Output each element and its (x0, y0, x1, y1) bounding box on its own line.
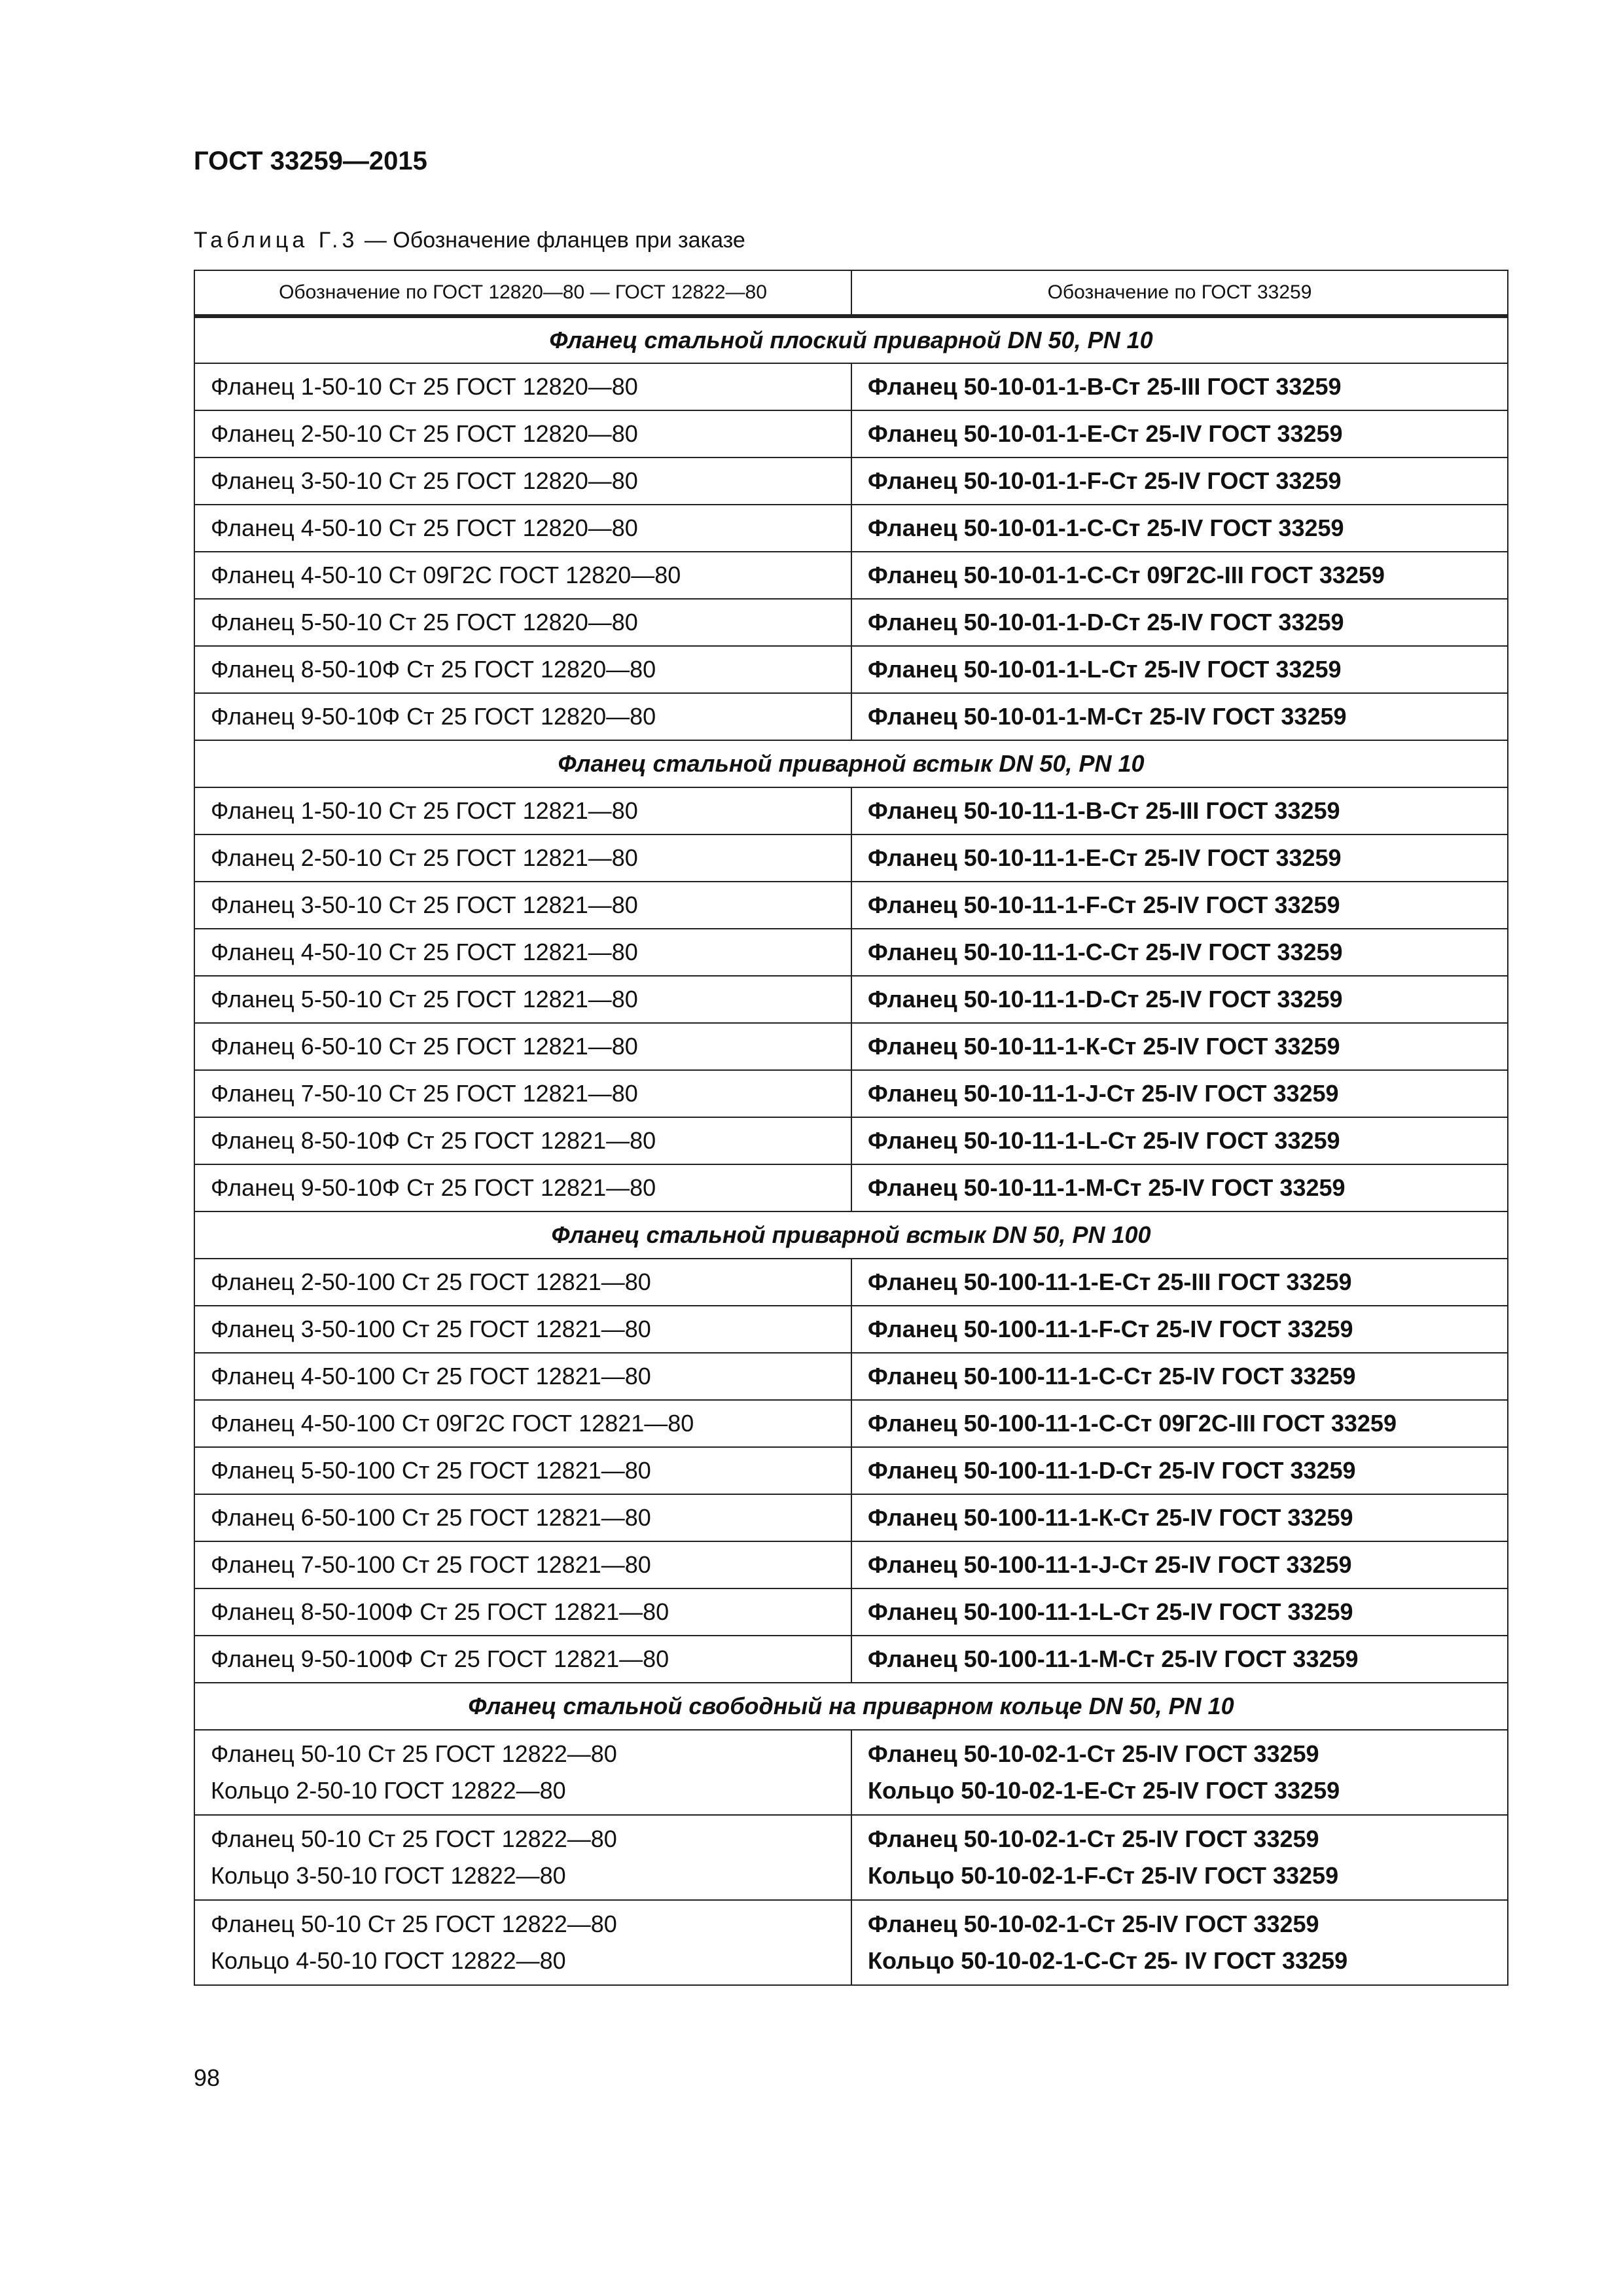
designation-line: Фланец 50-10-11-1-Е-Ст 25-IV ГОСТ 33259 (868, 844, 1342, 871)
section-title: Фланец стальной плоский приварной DN 50, PN 10 (194, 316, 1508, 363)
table-row (194, 363, 1508, 410)
old-designation-cell (194, 410, 851, 457)
table-caption (194, 228, 745, 253)
new-designation-cell (851, 599, 1508, 646)
designation-line: Фланец 50-10-01-1-F-Ст 25-IV ГОСТ 33259 (868, 467, 1342, 494)
designation-line: Фланец 9-50-100Ф Ст 25 ГОСТ 12821—80 (211, 1645, 669, 1672)
designation-line: Фланец 2-50-100 Ст 25 ГОСТ 12821—80 (211, 1268, 651, 1295)
section-title: Фланец стальной приварной встык DN 50, PN 10 (194, 740, 1508, 787)
designation-line: Кольцо 2-50-10 ГОСТ 12822—80 (211, 1777, 566, 1804)
old-designation-cell (194, 1306, 851, 1353)
designation-line: Фланец 8-50-10Ф Ст 25 ГОСТ 12821—80 (211, 1127, 656, 1154)
old-designation-cell (194, 1494, 851, 1541)
designation-line: Фланец 50-100-11-1-С-Ст 09Г2С-III ГОСТ 33259 (868, 1410, 1397, 1437)
designation-line: Фланец 50-10-01-1-L-Ст 25-IV ГОСТ 33259 (868, 656, 1342, 683)
table-row (194, 1259, 1508, 1306)
designation-line: Фланец 7-50-100 Ст 25 ГОСТ 12821—80 (211, 1551, 651, 1578)
designation-line: Фланец 50-10 Ст 25 ГОСТ 12822—80 (211, 1740, 617, 1767)
table-row (194, 646, 1508, 693)
old-designation-cell (194, 1636, 851, 1683)
column-header-old-standard: Обозначение по ГОСТ 12820—80 — ГОСТ 12822—80 (194, 270, 851, 316)
designation-line: Фланец 50-10-01-1-В-Ст 25-III ГОСТ 33259 (868, 373, 1342, 400)
table-row (194, 1494, 1508, 1541)
section-title: Фланец стальной приварной встык DN 50, PN 100 (194, 1211, 1508, 1259)
table-caption-text: — Обозначение фланцев при заказе (364, 228, 745, 253)
table-row (194, 834, 1508, 882)
new-designation-cell (851, 1447, 1508, 1494)
table-row (194, 976, 1508, 1023)
old-designation-cell (194, 505, 851, 552)
page-number: 98 (194, 2064, 221, 2091)
table-row (194, 1400, 1508, 1447)
table-row (194, 1164, 1508, 1211)
new-designation-cell (851, 929, 1508, 976)
new-designation-cell (851, 1815, 1508, 1900)
new-designation-cell (851, 1588, 1508, 1636)
old-designation-cell (194, 1070, 851, 1117)
old-designation-cell (194, 457, 851, 505)
new-designation-cell (851, 1259, 1508, 1306)
designation-line: Фланец 4-50-10 Ст 09Г2С ГОСТ 12820—80 (211, 562, 681, 588)
new-designation-cell (851, 646, 1508, 693)
designation-line: Фланец 50-10-01-1-С-Ст 09Г2С-III ГОСТ 33259 (868, 562, 1385, 588)
old-designation-cell (194, 882, 851, 929)
table-row (194, 410, 1508, 457)
designation-line: Фланец 50-10-11-1-К-Ст 25-IV ГОСТ 33259 (868, 1033, 1340, 1060)
new-designation-cell (851, 363, 1508, 410)
section-row (194, 1683, 1508, 1730)
old-designation-cell (194, 552, 851, 599)
old-designation-cell (194, 599, 851, 646)
old-designation-cell (194, 1588, 851, 1636)
designation-line: Фланец 50-10-11-1-L-Ст 25-IV ГОСТ 33259 (868, 1127, 1340, 1154)
table-row (194, 929, 1508, 976)
designation-line: Фланец 9-50-10Ф Ст 25 ГОСТ 12821—80 (211, 1174, 656, 1201)
table-row (194, 693, 1508, 740)
table-row (194, 505, 1508, 552)
designation-line: Фланец 50-10-01-1-D-Ст 25-IV ГОСТ 33259 (868, 609, 1344, 636)
designation-line: Фланец 8-50-10Ф Ст 25 ГОСТ 12820—80 (211, 656, 656, 683)
old-designation-cell (194, 693, 851, 740)
designation-line: Фланец 50-100-11-1-К-Ст 25-IV ГОСТ 33259 (868, 1504, 1353, 1531)
designation-line: Фланец 1-50-10 Ст 25 ГОСТ 12821—80 (211, 797, 638, 824)
old-designation-cell (194, 1447, 851, 1494)
designation-line: Фланец 2-50-10 Ст 25 ГОСТ 12820—80 (211, 420, 638, 447)
new-designation-cell (851, 1636, 1508, 1683)
designation-line: Фланец 4-50-10 Ст 25 ГОСТ 12821—80 (211, 939, 638, 965)
designation-line: Фланец 50-100-11-1-J-Ст 25-IV ГОСТ 33259 (868, 1551, 1352, 1578)
designation-line: Фланец 5-50-10 Ст 25 ГОСТ 12821—80 (211, 986, 638, 1013)
designation-line: Фланец 9-50-10Ф Ст 25 ГОСТ 12820—80 (211, 703, 656, 730)
designation-line: Фланец 4-50-100 Ст 25 ГОСТ 12821—80 (211, 1363, 651, 1390)
new-designation-cell (851, 1023, 1508, 1070)
designation-line: Фланец 3-50-100 Ст 25 ГОСТ 12821—80 (211, 1316, 651, 1342)
designation-line: Фланец 50-10-01-1-М-Ст 25-IV ГОСТ 33259 (868, 703, 1347, 730)
designation-line: Кольцо 50-10-02-1-Е-Ст 25-IV ГОСТ 33259 (868, 1777, 1340, 1804)
document-code: ГОСТ 33259—2015 (194, 147, 427, 175)
designation-line: Фланец 50-10-11-1-D-Ст 25-IV ГОСТ 33259 (868, 986, 1343, 1013)
designation-line: Фланец 2-50-10 Ст 25 ГОСТ 12821—80 (211, 844, 638, 871)
new-designation-cell (851, 505, 1508, 552)
new-designation-cell (851, 882, 1508, 929)
new-designation-cell (851, 1730, 1508, 1815)
table-row (194, 1023, 1508, 1070)
new-designation-cell (851, 1541, 1508, 1588)
old-designation-cell (194, 1815, 851, 1900)
new-designation-cell (851, 1900, 1508, 1985)
designation-line: Фланец 50-100-11-1-D-Ст 25-IV ГОСТ 33259 (868, 1457, 1356, 1484)
old-designation-cell (194, 1023, 851, 1070)
table-row (194, 1306, 1508, 1353)
designation-line: Фланец 50-100-11-1-L-Ст 25-IV ГОСТ 33259 (868, 1598, 1353, 1625)
new-designation-cell (851, 693, 1508, 740)
table-row (194, 1541, 1508, 1588)
designation-line: Фланец 50-100-11-1-F-Ст 25-IV ГОСТ 33259 (868, 1316, 1353, 1342)
table-row (194, 1730, 1508, 1815)
designation-line: Кольцо 50-10-02-1-F-Ст 25-IV ГОСТ 33259 (868, 1862, 1339, 1889)
new-designation-cell (851, 1494, 1508, 1541)
designation-line: Фланец 50-10-11-1-J-Ст 25-IV ГОСТ 33259 (868, 1080, 1339, 1107)
new-designation-cell (851, 787, 1508, 834)
designation-line: Фланец 50-10-02-1-Ст 25-IV ГОСТ 33259 (868, 1910, 1319, 1937)
designation-line: Фланец 50-100-11-1-М-Ст 25-IV ГОСТ 33259 (868, 1645, 1359, 1672)
designation-line: Фланец 50-100-11-1-С-Ст 25-IV ГОСТ 33259 (868, 1363, 1356, 1390)
new-designation-cell (851, 410, 1508, 457)
table-row (194, 457, 1508, 505)
old-designation-cell (194, 1353, 851, 1400)
old-designation-cell (194, 787, 851, 834)
table-row (194, 1900, 1508, 1985)
section-row (194, 316, 1508, 363)
section-title: Фланец стальной свободный на приварном кольце DN 50, PN 10 (194, 1683, 1508, 1730)
designation-line: Фланец 50-10 Ст 25 ГОСТ 12822—80 (211, 1825, 617, 1852)
designation-line: Фланец 50-10-02-1-Ст 25-IV ГОСТ 33259 (868, 1740, 1319, 1767)
designation-line: Фланец 6-50-10 Ст 25 ГОСТ 12821—80 (211, 1033, 638, 1060)
designation-line: Фланец 50-100-11-1-Е-Ст 25-III ГОСТ 33259 (868, 1268, 1352, 1295)
old-designation-cell (194, 1259, 851, 1306)
table-row (194, 1117, 1508, 1164)
table-row (194, 882, 1508, 929)
table-row (194, 1070, 1508, 1117)
designation-line: Фланец 5-50-100 Ст 25 ГОСТ 12821—80 (211, 1457, 651, 1484)
table-row (194, 599, 1508, 646)
new-designation-cell (851, 976, 1508, 1023)
old-designation-cell (194, 1400, 851, 1447)
section-row (194, 1211, 1508, 1259)
designation-line: Кольцо 4-50-10 ГОСТ 12822—80 (211, 1947, 566, 1974)
designation-line: Фланец 50-10 Ст 25 ГОСТ 12822—80 (211, 1910, 617, 1937)
designation-line: Фланец 4-50-10 Ст 25 ГОСТ 12820—80 (211, 514, 638, 541)
table-row (194, 1815, 1508, 1900)
designation-line: Фланец 1-50-10 Ст 25 ГОСТ 12820—80 (211, 373, 638, 400)
old-designation-cell (194, 834, 851, 882)
new-designation-cell (851, 457, 1508, 505)
old-designation-cell (194, 976, 851, 1023)
new-designation-cell (851, 834, 1508, 882)
designation-line: Фланец 3-50-10 Ст 25 ГОСТ 12820—80 (211, 467, 638, 494)
designation-line: Фланец 4-50-100 Ст 09Г2С ГОСТ 12821—80 (211, 1410, 694, 1437)
new-designation-cell (851, 1070, 1508, 1117)
designation-line: Фланец 50-10-01-1-Е-Ст 25-IV ГОСТ 33259 (868, 420, 1343, 447)
table-body (194, 316, 1508, 1985)
table-caption-label: Таблица Г.3 (194, 228, 359, 253)
designation-line: Фланец 50-10-11-1-В-Ст 25-III ГОСТ 33259 (868, 797, 1340, 824)
table-row (194, 1588, 1508, 1636)
table-row (194, 1447, 1508, 1494)
old-designation-cell (194, 1900, 851, 1985)
designation-line: Фланец 50-10-11-1-М-Ст 25-IV ГОСТ 33259 (868, 1174, 1346, 1201)
new-designation-cell (851, 1306, 1508, 1353)
old-designation-cell (194, 929, 851, 976)
table-row (194, 1636, 1508, 1683)
old-designation-cell (194, 1730, 851, 1815)
designation-line: Фланец 50-10-01-1-С-Ст 25-IV ГОСТ 33259 (868, 514, 1344, 541)
new-designation-cell (851, 1164, 1508, 1211)
old-designation-cell (194, 1164, 851, 1211)
table-header-row (194, 270, 1508, 316)
designation-line: Фланец 5-50-10 Ст 25 ГОСТ 12820—80 (211, 609, 638, 636)
designation-line: Фланец 6-50-100 Ст 25 ГОСТ 12821—80 (211, 1504, 651, 1531)
new-designation-cell (851, 552, 1508, 599)
section-row (194, 740, 1508, 787)
designation-line: Фланец 3-50-10 Ст 25 ГОСТ 12821—80 (211, 891, 638, 918)
old-designation-cell (194, 363, 851, 410)
designation-line: Фланец 50-10-11-1-С-Ст 25-IV ГОСТ 33259 (868, 939, 1343, 965)
designation-line: Фланец 8-50-100Ф Ст 25 ГОСТ 12821—80 (211, 1598, 669, 1625)
old-designation-cell (194, 1117, 851, 1164)
new-designation-cell (851, 1353, 1508, 1400)
designation-line: Фланец 50-10-11-1-F-Ст 25-IV ГОСТ 33259 (868, 891, 1340, 918)
flange-designation-table (194, 270, 1508, 1986)
old-designation-cell (194, 646, 851, 693)
designation-line: Кольцо 3-50-10 ГОСТ 12822—80 (211, 1862, 566, 1889)
old-designation-cell (194, 1541, 851, 1588)
designation-line: Фланец 7-50-10 Ст 25 ГОСТ 12821—80 (211, 1080, 638, 1107)
table-row (194, 1353, 1508, 1400)
table-row (194, 787, 1508, 834)
table-row (194, 552, 1508, 599)
designation-line: Фланец 50-10-02-1-Ст 25-IV ГОСТ 33259 (868, 1825, 1319, 1852)
new-designation-cell (851, 1400, 1508, 1447)
column-header-new-standard: Обозначение по ГОСТ 33259 (851, 270, 1508, 316)
new-designation-cell (851, 1117, 1508, 1164)
designation-line: Кольцо 50-10-02-1-С-Ст 25- IV ГОСТ 33259 (868, 1947, 1348, 1974)
